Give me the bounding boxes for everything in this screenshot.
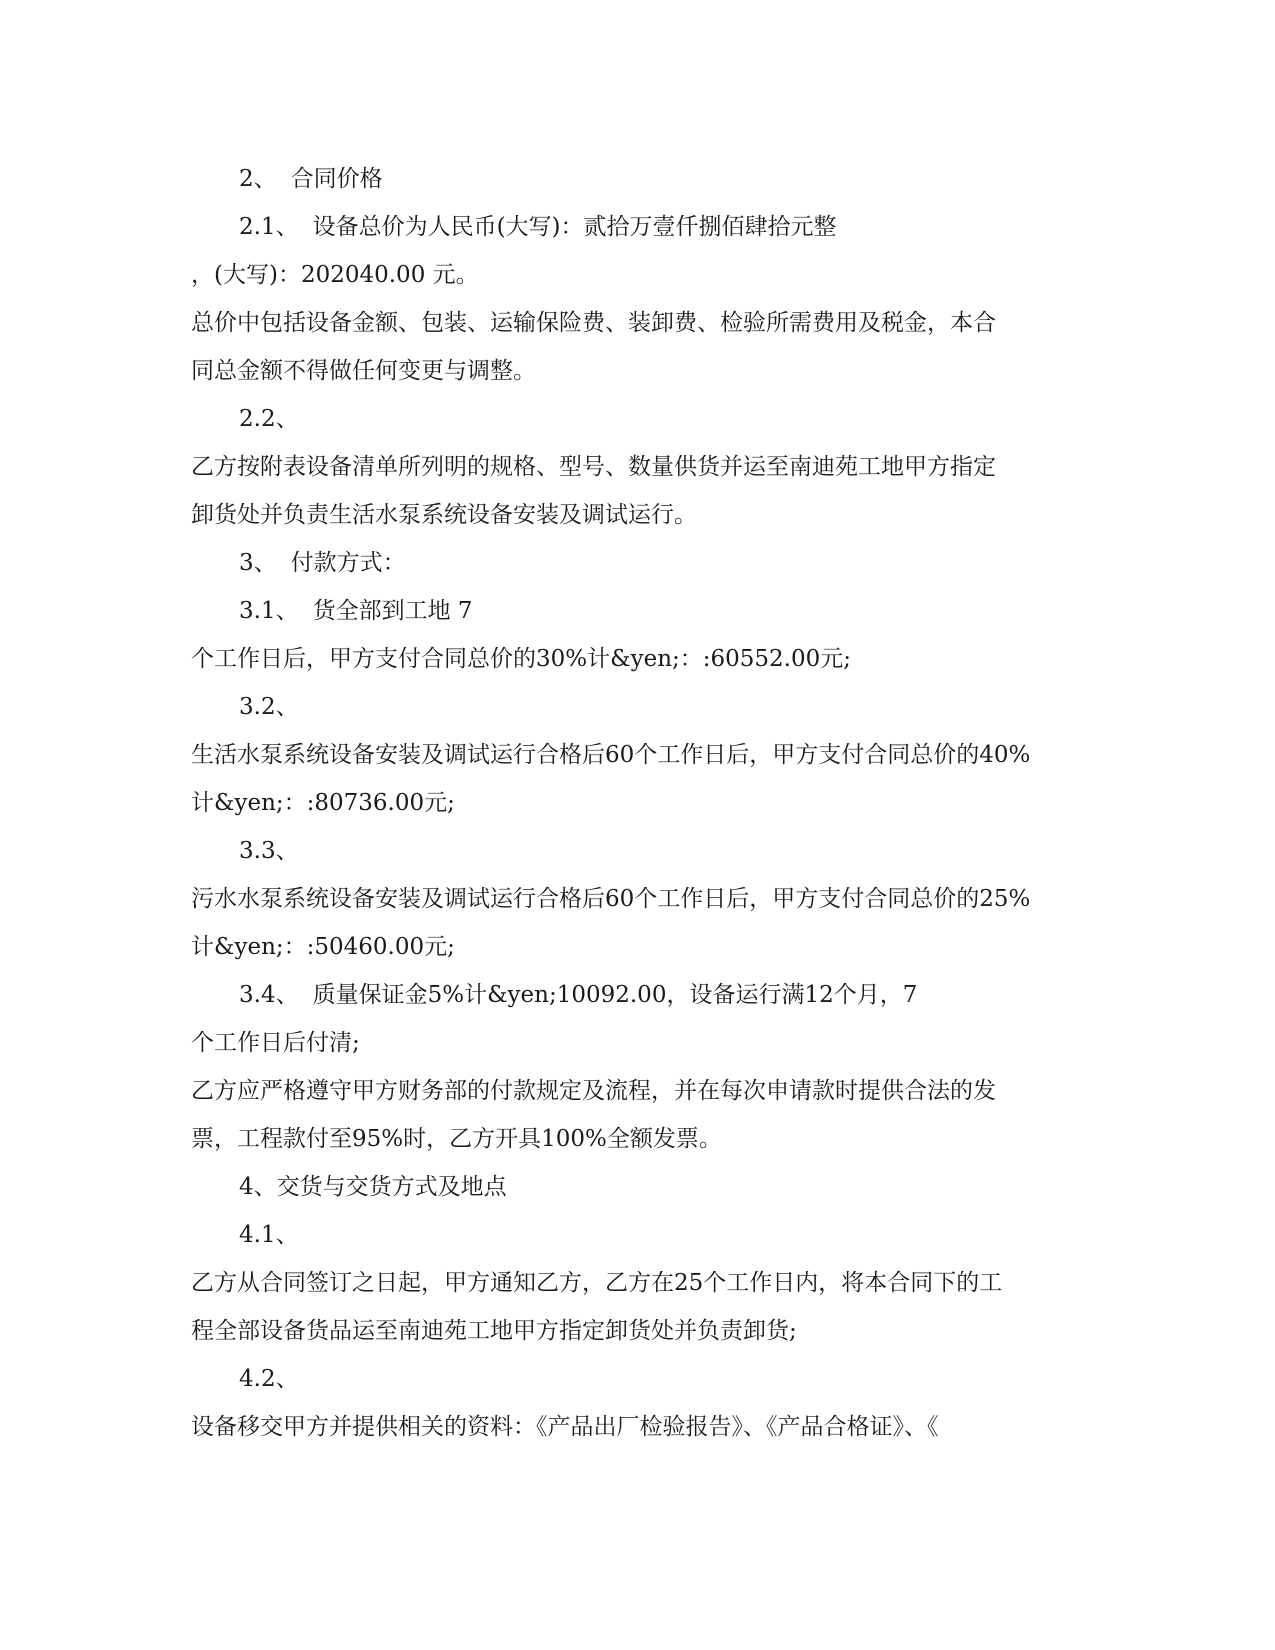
text-line: 同总金额不得做任何变更与调整。 — [191, 358, 536, 384]
text-line: 乙方从合同签订之日起，甲方通知乙方，乙方在25个工作日内，将本合同下的工 — [191, 1270, 1003, 1296]
clause-number-line — [191, 395, 1081, 443]
text-line: 乙方应严格遵守甲方财务部的付款规定及流程，并在每次申请款时提供合法的发 — [191, 1078, 996, 1104]
text-line: 计&yen;：:80736.00元; — [191, 790, 455, 816]
clause-line — [191, 587, 1081, 635]
item-number: 3.4、 — [239, 982, 299, 1008]
text-line: 个工作日后，甲方支付合同总价的30%计&yen;：:60552.00元; — [191, 646, 852, 672]
section-heading: 4、交货与交货方式及地点 — [239, 1174, 507, 1200]
text-line: 总价中包括设备金额、包装、运输保险费、装卸费、检验所需费用及税金，本合 — [191, 310, 996, 336]
paragraph-text: 设备总价为人民币(大写)：贰拾万壹仟捌佰肆拾元整 — [312, 214, 837, 240]
paragraph-text: 货全部到工地 7 — [312, 598, 473, 624]
item-number: 2.1、 — [239, 214, 299, 240]
item-number: 3.2、 — [239, 694, 299, 720]
item-number: 2.2、 — [239, 406, 299, 432]
text-line: 计&yen;：:50460.00元; — [191, 934, 455, 960]
text-line: ，(大写)：202040.00 元。 — [191, 262, 479, 288]
text-line: 污水水泵系统设备安装及调试运行合格后60个工作日后，甲方支付合同总价的25% — [191, 886, 1031, 912]
text-line: 乙方按附表设备清单所列明的规格、型号、数量供货并运至南迪苑工地甲方指定 — [191, 454, 996, 480]
paragraph-text: 付款方式： — [290, 550, 406, 576]
paragraph-text: 合同价格 — [290, 166, 383, 192]
item-number: 4.1、 — [239, 1222, 299, 1248]
clause-line — [191, 203, 1081, 251]
clause-number-line — [191, 1355, 1081, 1403]
text-line: 票，工程款付至95%时，乙方开具100%全额发票。 — [191, 1126, 722, 1152]
text-line: 个工作日后付清; — [191, 1030, 360, 1056]
clause-number-line — [191, 683, 1081, 731]
text-line: 程全部设备货品运至南迪苑工地甲方指定卸货处并负责卸货; — [191, 1318, 797, 1344]
item-number: 4.2、 — [239, 1366, 299, 1392]
text-line: 设备移交甲方并提供相关的资料：《产品出厂检验报告》、《产品合格证》、《 — [191, 1414, 939, 1440]
item-number: 3、 — [239, 550, 277, 576]
document-body — [191, 155, 1081, 1451]
text-line: 卸货处并负责生活水泵系统设备安装及调试运行。 — [191, 502, 697, 528]
paragraph-text: 质量保证金5%计&yen;10092.00，设备运行满12个月，7 — [312, 982, 918, 1008]
clause-line — [191, 971, 1081, 1019]
section-heading — [191, 539, 1081, 587]
text-line: 生活水泵系统设备安装及调试运行合格后60个工作日后，甲方支付合同总价的40% — [191, 742, 1031, 768]
clause-number-line — [191, 827, 1081, 875]
item-number: 2、 — [239, 166, 277, 192]
item-number: 3.3、 — [239, 838, 299, 864]
section-heading — [191, 155, 1081, 203]
item-number: 3.1、 — [239, 598, 299, 624]
clause-number-line — [191, 1211, 1081, 1259]
